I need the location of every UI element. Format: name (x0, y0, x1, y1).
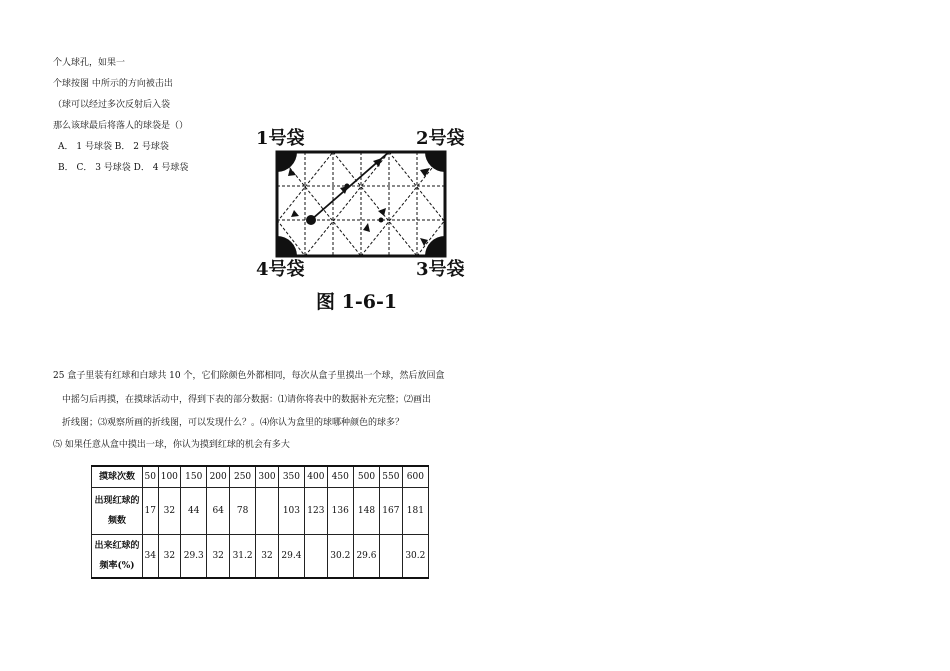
pocket-1-label: 1号袋 (256, 128, 305, 149)
table-cell: 32 (207, 535, 230, 579)
table-cell: 44 (181, 488, 207, 535)
q24-line-2: 个球按图 中所示的方向被击出 (53, 79, 173, 89)
q24-option-line-2: B． C． 3 号球袋 D． 4 号球袋 (58, 163, 189, 173)
table-cell-blank (380, 535, 403, 579)
q24-line-1: 个人球孔，如果一 (53, 58, 126, 68)
pocket-3-shape (425, 236, 445, 256)
dot-mark-1 (345, 184, 350, 189)
table-cell: 31.2 (229, 535, 255, 579)
table-cell: 50 (143, 466, 159, 488)
q24-line-3: （球可以经过多次反射后入袋 (53, 100, 171, 110)
row-header-red-rate: 出来红球的频率(%) (92, 535, 143, 579)
table-cell: 150 (181, 466, 207, 488)
q25-line-4: ⑸ 如果任意从盒中摸出一球，你认为摸到红球的机会有多大 (53, 440, 290, 450)
table-cell: 103 (278, 488, 304, 535)
table-cell: 148 (353, 488, 379, 535)
table-cell: 30.2 (327, 535, 353, 579)
table-cell: 167 (380, 488, 403, 535)
table-cell: 123 (305, 488, 328, 535)
table-cell: 32 (256, 535, 279, 579)
table-cell-blank (256, 488, 279, 535)
table-cell: 300 (256, 466, 279, 488)
table-cell: 400 (305, 466, 328, 488)
dot-mark-2 (379, 218, 384, 223)
table-row-red-rate (92, 535, 429, 579)
table-cell: 136 (327, 488, 353, 535)
pocket-2-label: 2号袋 (416, 128, 465, 149)
table-cell: 34 (143, 535, 159, 579)
table-cell: 100 (158, 466, 181, 488)
table-cell: 17 (143, 488, 159, 535)
pocket-1-shape (277, 152, 297, 172)
table-cell: 30.2 (402, 535, 428, 579)
cue-ball (306, 215, 316, 225)
table-cell: 32 (158, 535, 181, 579)
q24-option-line-1: A． 1 号球袋 B． 2 号球袋 (58, 142, 169, 152)
row-header-red-frequency: 出现红球的频数 (92, 488, 143, 535)
table-row-counts (92, 466, 429, 488)
table-row-red-frequency (92, 488, 429, 535)
table-cell: 29.3 (181, 535, 207, 579)
table-cell: 450 (327, 466, 353, 488)
table-cell: 250 (229, 466, 255, 488)
ball-drawing-table (91, 465, 429, 579)
figure-caption: 图 1-6-1 (316, 291, 398, 313)
table-cell: 32 (158, 488, 181, 535)
billiard-table-figure (250, 120, 480, 320)
row-header-counts: 摸球次数 (92, 466, 143, 488)
table-cell: 500 (353, 466, 379, 488)
table-cell: 550 (380, 466, 403, 488)
q25-line-2: 中摇匀后再摸，在摸球活动中，得到下表的部分数据：⑴请你将表中的数据补充完整；⑵画出 (62, 395, 432, 405)
q25-line-3: 折线图；⑶观察所画的折线图，可以发现什么？。⑷你认为盒里的球哪种颜色的球多？ (62, 418, 405, 428)
table-cell: 64 (207, 488, 230, 535)
table-cell: 78 (229, 488, 255, 535)
pocket-4-label: 4号袋 (256, 259, 305, 280)
pocket-3-label: 3号袋 (416, 259, 465, 280)
table-cell: 600 (402, 466, 428, 488)
dashed-grid (277, 152, 445, 256)
table-cell: 200 (207, 466, 230, 488)
table-cell: 29.4 (278, 535, 304, 579)
table-cell: 350 (278, 466, 304, 488)
pocket-4-shape (277, 236, 297, 256)
path-arrows (288, 158, 430, 246)
table-cell: 29.6 (353, 535, 379, 579)
q25-line-1: 25 盒子里装有红球和白球共 10 个，它们除颜色外都相同，每次从盒子里摸出一个球，然后放回盒 (53, 371, 445, 381)
table-cell: 181 (402, 488, 428, 535)
table-cell-blank (305, 535, 328, 579)
q24-line-4: 那么该球最后将落人的球袋是（） (53, 121, 189, 131)
